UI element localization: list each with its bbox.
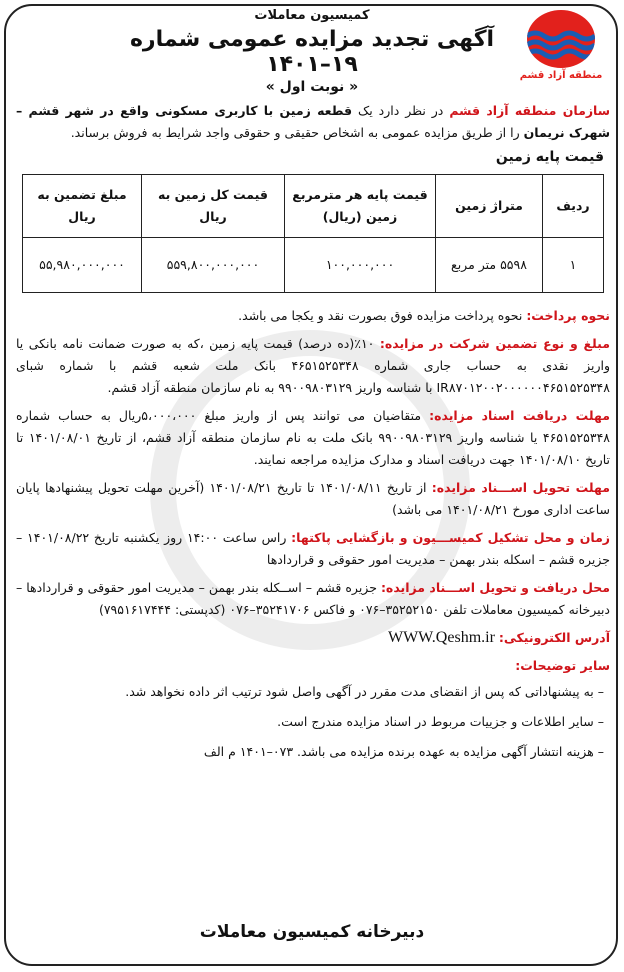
guarantee-section: مبلغ و نوع تضمین شرکت در مزایده: ۱۰٪(ده درصد) قیمت پایه زمین ،که به صورت ضمانت نامه بانکی یا واریز نقدی به حساب جاری شماره ۴۶۵۱۵۲۵۳۴۸ بانک ملت شعبه قشم با شماره شبای IR۸۷۰۱۲۰۰۲۰۰۰۰۰۰۴۶۵۱۵۲۵۳۴۸ با شناسه واریز ۹۹۰۰۹۸۰۳۱۲۹ به نام سازمان منطقه آزاد قشم.: [16, 336, 610, 395]
list-item: – به پیشنهاداتی که پس از انقضای مدت مقرر در آگهی واصل شود ترتیب اثر داده نخواهد شد.: [125, 684, 604, 699]
waves-icon: [527, 10, 595, 68]
commission-section: زمان و محل تشکیل کمیســـیون و بازگشایی پاکتها: راس ساعت ۱۴:۰۰ روز یکشنبه تاریخ ۱۴۰۱/۰۸/۲۲ – جزیره قشم – اسکله بندر بهمن – مدیریت امور حقوقی و قراردادها: [16, 530, 610, 567]
property-desc: قطعه زمین با کاربری مسکونی واقع در شهر قشم – شهرک نریمان: [16, 103, 610, 140]
price-table: [22, 174, 604, 293]
table-row: [23, 238, 604, 293]
base-price-title: قیمت پایه زمین: [495, 149, 604, 165]
cell-guarantee: ۵۵,۹۸۰,۰۰۰,۰۰۰: [23, 238, 142, 293]
payment-section: نحوه پرداخت: نحوه پرداخت مزایده فوق بصورت نقد و یکجا می باشد.: [238, 308, 610, 323]
location-section: محل دریافت و تحویل اســـناد مزایده: جزیره قشم – اســکله بندر بهمن – مدیریت امور حقوقی و قراردادها – دبیرخانه کمیسیون معاملات تلفن ۳۵۲۵۲۱۵۰–۰۷۶ و فاکس ۳۵۲۴۱۷۰۶–۰۷۶ (کدپستی: ۷۹۵۱۶۱۷۴۴۴): [16, 580, 610, 617]
ad-body: [16, 100, 610, 771]
header-supertitle: کمیسیون معاملات: [254, 8, 370, 23]
ad-header: [110, 8, 514, 95]
org-name: سازمان منطقه آزاد قشم: [449, 103, 611, 118]
col-header-row-no: ردیف: [543, 175, 604, 238]
footer-signature: دبیرخانه کمیسیون معاملات: [199, 922, 425, 942]
qeshm-logo: [518, 10, 604, 90]
table-header-row: [23, 175, 604, 238]
col-header-total-price: قیمت کل زمین به ریال: [142, 175, 285, 238]
turn-label: « نوبت اول »: [265, 79, 359, 95]
page-title: آگهی تجدید مزایده عمومی شماره ۱۹–۱۴۰۱: [129, 27, 495, 77]
cell-row-no: ۱: [543, 238, 604, 293]
list-item: – سایر اطلاعات و جزییات مربوط در اسناد مزایده مندرج است.: [277, 714, 604, 729]
other-notes-title: سایر توضیحات:: [515, 658, 610, 673]
website-section: آدرس الکترونیکی: WWW.Qeshm.ir: [387, 629, 610, 646]
logo-caption: منطقه آزاد قشم: [519, 70, 603, 81]
list-item: – هزینه انتشار آگهی مزایده به عهده برنده مزایده می باشد. ۰۷۳–۱۴۰۱ م الف: [203, 744, 604, 759]
col-header-unit-price: قیمت پایه هر مترمربع زمین (ریال): [285, 175, 436, 238]
col-header-area: متراژ زمین: [436, 175, 543, 238]
cell-total-price: ۵۵۹,۸۰۰,۰۰۰,۰۰۰: [142, 238, 285, 293]
delivery-deadline-section: مهلت تحویل اســـناد مزایده: از تاریخ ۱۴۰۱/۰۸/۱۱ تا تاریخ ۱۴۰۱/۰۸/۲۱ (آخرین مهلت تحویل پیشنهادها پایان ساعت اداری مورخ ۱۴۰۱/۰۸/۲۱ می باشد): [16, 480, 610, 517]
website-link[interactable]: WWW.Qeshm.ir: [387, 629, 495, 646]
col-header-guarantee: مبلغ تضمین به ریال: [23, 175, 142, 238]
cell-area: ۵۵۹۸ متر مربع: [436, 238, 543, 293]
cell-unit-price: ۱۰۰,۰۰۰,۰۰۰: [285, 238, 436, 293]
notes-list: [16, 681, 610, 763]
intro-paragraph: سازمان منطقه آزاد قشم در نظر دارد یک قطعه زمین با کاربری مسکونی واقع در شهر قشم – شهرک نریمان را از طریق مزایده عمومی به اشخاص حقیقی و حقوقی واجد شرایط به فروش برساند.: [16, 103, 611, 140]
docs-deadline-section: مهلت دریافت اسناد مزایده: متقاضیان می توانند پس از واریز مبلغ ۵،۰۰۰،۰۰۰ریال به حساب شماره ۴۶۵۱۵۲۵۳۴۸ یا شناسه واریز ۹۹۰۰۹۸۰۳۱۲۹ بانک ملت به نام سازمان منطقه آزاد قشم، از تاریخ ۱۴۰۱/۰۸/۰۱ تا تاریخ ۱۴۰۱/۰۸/۱۰ جهت دریافت اسناد و مدارک مزایده مراجعه نمایند.: [16, 408, 611, 467]
